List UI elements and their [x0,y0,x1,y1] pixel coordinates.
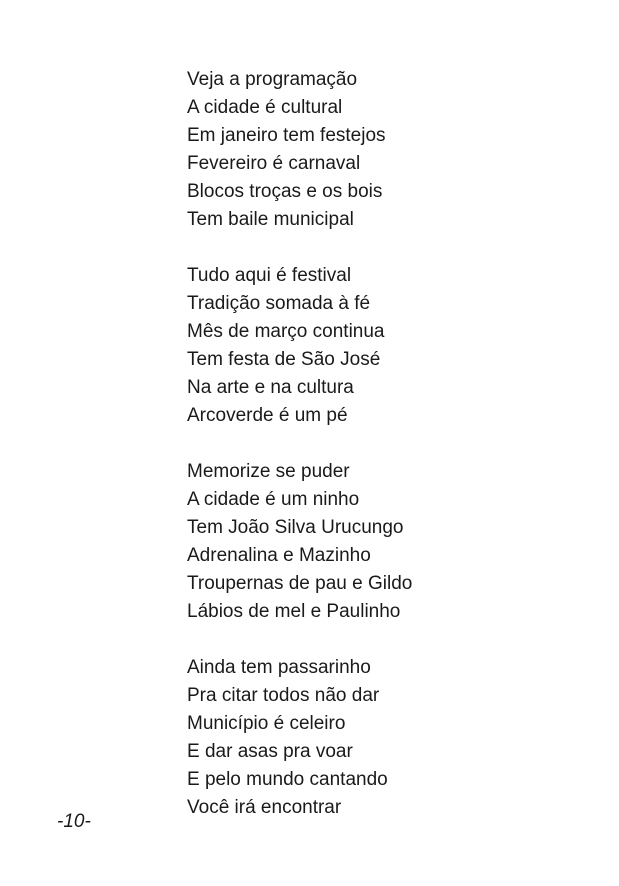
poem-line: Blocos troças e os bois [187,181,383,202]
poem-line: Tradição somada à fé [187,293,371,314]
poem-line: A cidade é cultural [187,97,343,118]
poem-line: Município é celeiro [187,713,346,734]
poem-line: Lábios de mel e Paulinho [187,601,401,622]
poem-line: Mês de março continua [187,321,385,342]
stanza-1 [187,66,607,234]
poem [187,66,607,850]
poem-line: Tem baile municipal [187,209,354,230]
poem-line: Em janeiro tem festejos [187,125,386,146]
poem-line: A cidade é um ninho [187,489,360,510]
poem-line: E pelo mundo cantando [187,769,388,790]
poem-line: Você irá encontrar [187,797,342,818]
poem-line: Troupernas de pau e Gildo [187,573,413,594]
poem-line: Arcoverde é um pé [187,405,348,426]
poem-line: E dar asas pra voar [187,741,353,762]
poem-line: Tudo aqui é festival [187,265,352,286]
poem-line: Pra citar todos não dar [187,685,380,706]
poem-line: Tem festa de São José [187,349,381,370]
poem-line: Fevereiro é carnaval [187,153,361,174]
poem-line: Adrenalina e Mazinho [187,545,371,566]
page-number: -10- [57,811,91,832]
poem-line: Tem João Silva Urucungo [187,517,404,538]
poem-line: Memorize se puder [187,461,350,482]
poem-line: Na arte e na cultura [187,377,354,398]
stanza-2 [187,262,607,430]
poem-line: Ainda tem passarinho [187,657,371,678]
stanza-4 [187,654,607,822]
poem-line: Veja a programação [187,69,358,90]
stanza-3 [187,458,607,626]
